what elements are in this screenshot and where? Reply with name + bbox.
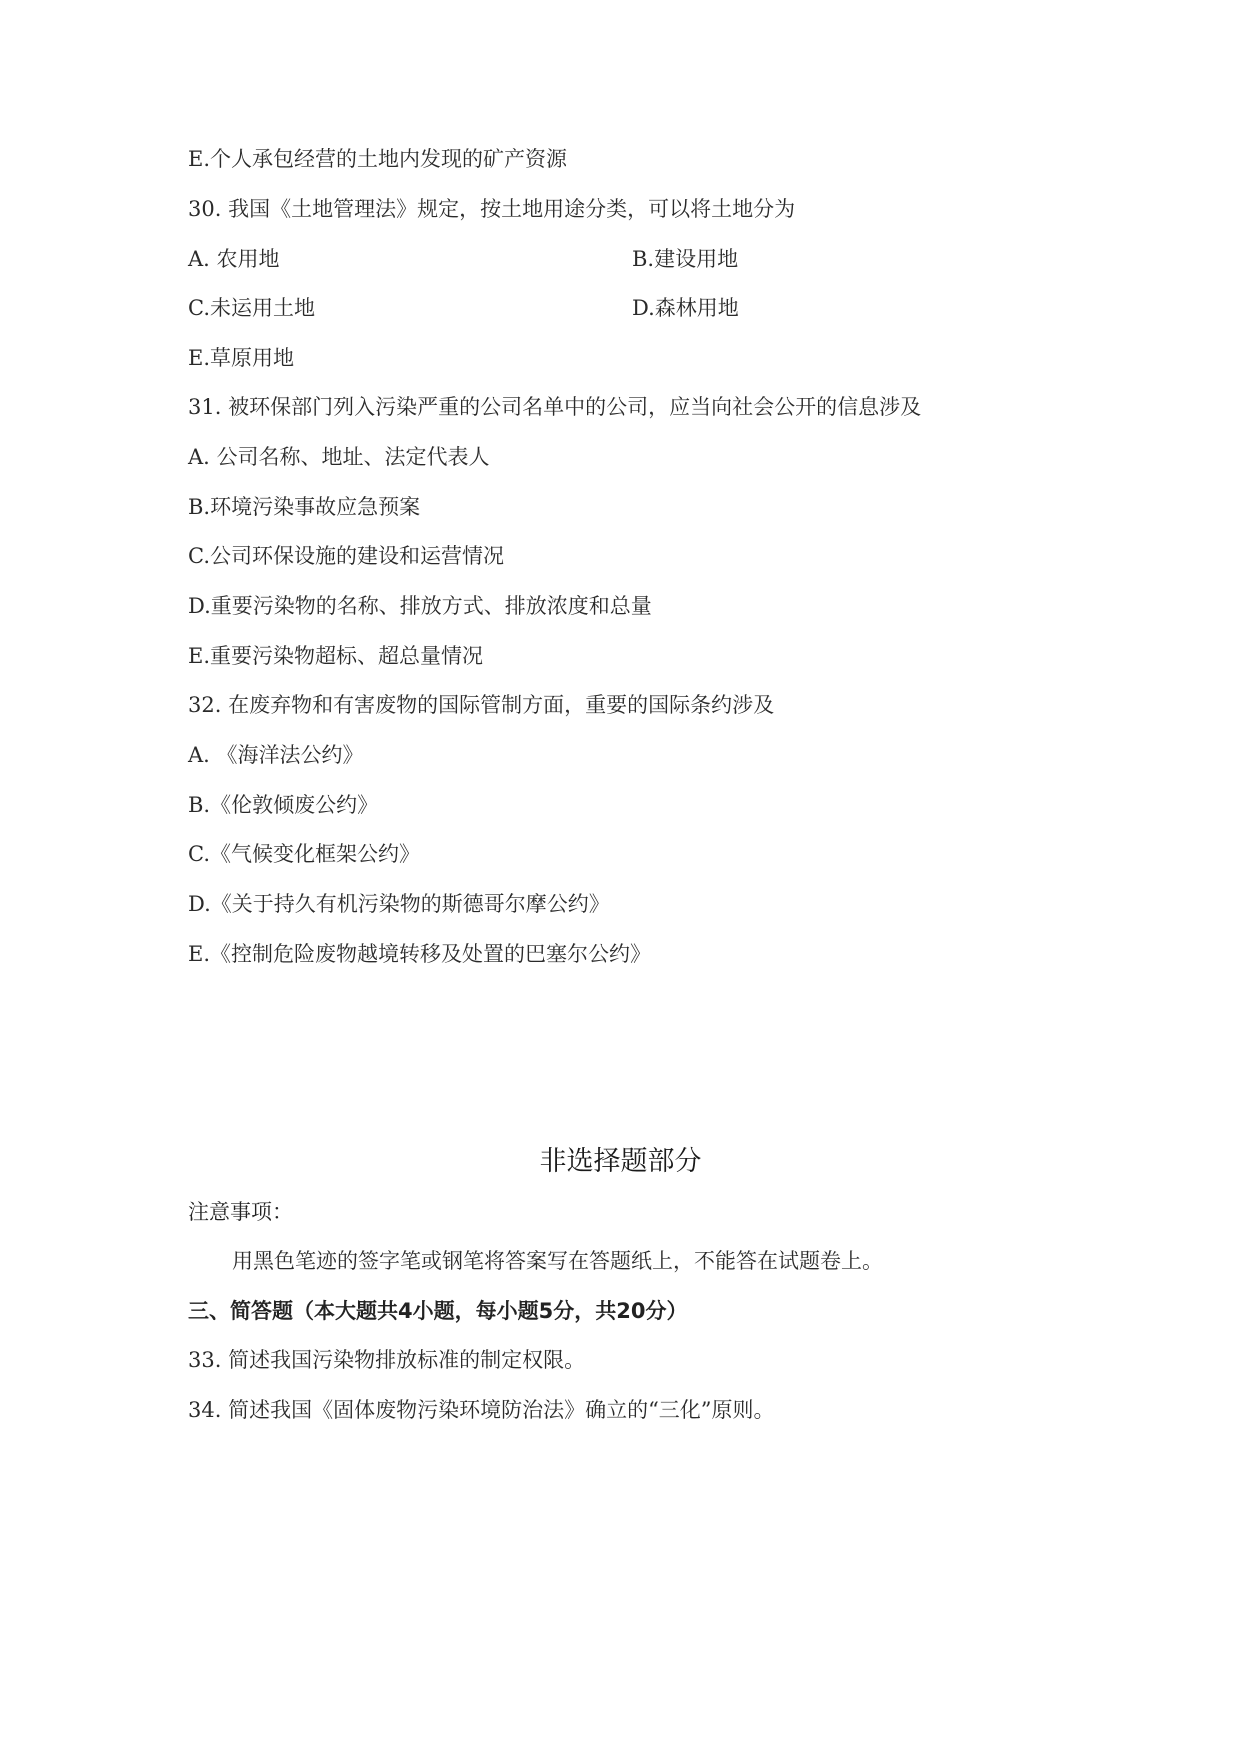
question-34-stem: 34. 简述我国《固体废物污染环境防治法》确立的“三化”原则。 — [188, 1398, 775, 1422]
section-title: 非选择题部分 — [539, 1146, 702, 1177]
part-heading: 三、简答题（本大题共4小题，每小题5分，共20分） — [188, 1299, 688, 1323]
question-32-option-b: B.《伦敦倾废公约》 — [188, 793, 379, 817]
question-30-option-e: E.草原用地 — [188, 346, 295, 370]
question-32-option-e: E.《控制危险废物越境转移及处置的巴塞尔公约》 — [188, 942, 652, 966]
question-31-option-b: B.环境污染事故应急预案 — [188, 495, 421, 519]
question-32-option-c: C.《气候变化框架公约》 — [188, 842, 420, 866]
notice-text: 用黑色笔迹的签字笔或钢笔将答案写在答题纸上，不能答在试题卷上。 — [232, 1249, 883, 1273]
question-33-stem: 33. 简述我国污染物排放标准的制定权限。 — [188, 1348, 586, 1372]
question-32-option-d: D.《关于持久有机污染物的斯德哥尔摩公约》 — [188, 892, 610, 916]
question-30-option-a: A. 农用地 — [188, 247, 280, 271]
question-30-option-c: C.未运用土地 — [188, 296, 315, 320]
question-31-option-d: D.重要污染物的名称、排放方式、排放浓度和总量 — [188, 594, 652, 618]
question-29-option-e: E.个人承包经营的土地内发现的矿产资源 — [188, 147, 568, 171]
question-30-option-d: D.森林用地 — [632, 296, 739, 320]
question-31-stem: 31. 被环保部门列入污染严重的公司名单中的公司，应当向社会公开的信息涉及 — [188, 395, 922, 419]
question-31-option-c: C.公司环保设施的建设和运营情况 — [188, 544, 504, 568]
question-30-option-b: B.建设用地 — [632, 247, 739, 271]
question-30-stem: 30. 我国《土地管理法》规定，按土地用途分类，可以将土地分为 — [188, 197, 796, 221]
notice-label: 注意事项： — [188, 1200, 293, 1224]
question-32-option-a: A. 《海洋法公约》 — [188, 743, 364, 767]
question-31-option-a: A. 公司名称、地址、法定代表人 — [188, 445, 490, 469]
question-32-stem: 32. 在废弃物和有害废物的国际管制方面，重要的国际条约涉及 — [188, 693, 775, 717]
question-31-option-e: E.重要污染物超标、超总量情况 — [188, 644, 484, 668]
